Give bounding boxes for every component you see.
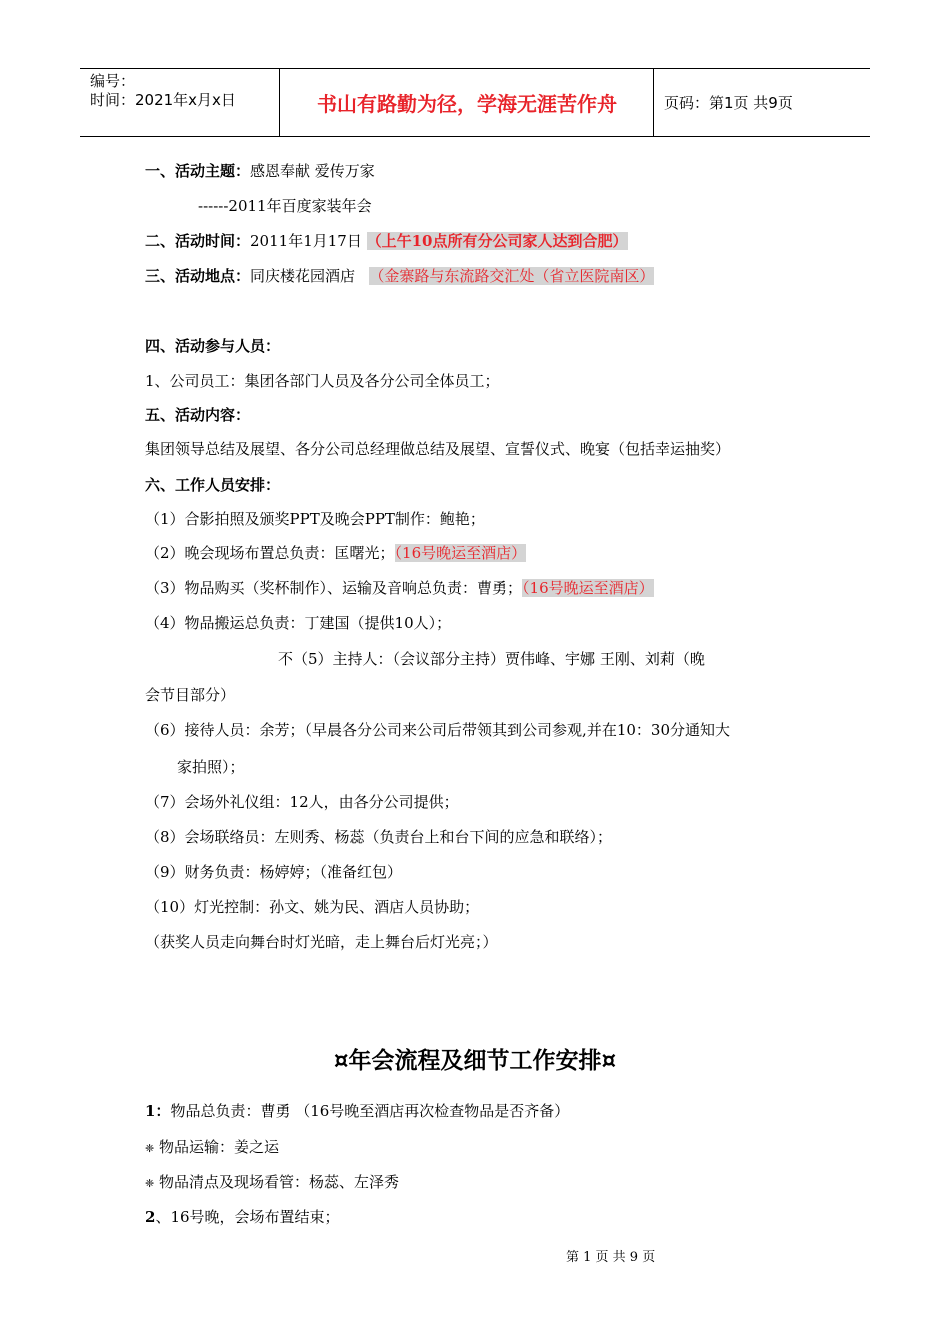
bullet-icon: ❈ [145,1177,155,1190]
flow-item-1-label: 1： [145,1102,171,1120]
flow-item-1-value: 物品总负责：曹勇 （16号晚至酒店再次检查物品是否齐备） [170,1102,570,1120]
staff-item-10: （10）灯光控制：孙文、姚为民、酒店人员协助； [145,898,480,916]
flow-item-1 [145,1101,569,1121]
flow-item-2 [145,1207,340,1227]
header-meta [80,69,280,136]
place-label: 三、活动地点： [145,267,251,285]
staff-item-6: （6）接待人员：余芳；（早晨各分公司来公司后带领其到公司参观,并在10：30分通知大 [145,721,730,739]
staff-item-10-note: （获奖人员走向舞台时灯光暗，走上舞台后灯光亮；） [145,933,498,951]
flow-item-1b [145,1172,399,1194]
place-note: （金寨路与东流路交汇处（省立医院南区） [369,267,655,285]
theme-value: 感恩奉献 爱传万家 [250,162,375,180]
staff-item-5-cont: 会节目部分） [145,686,236,704]
content-value: 集团领导总结及展望、各分公司总经理做总结及展望、宣誓仪式、晚宴（包括幸运抽奖） [145,440,731,458]
time-value: 2011年1月17日 [250,232,362,250]
staff-item-8: （8）会场联络员：左则秀、杨蕊（负责台上和台下间的应急和联络）； [145,828,613,846]
header-page-info [664,69,870,136]
content-label: 五、活动内容： [145,406,251,424]
place-value: 同庆楼花园酒店 [250,267,356,285]
staff-item-2 [145,543,526,563]
staff-item-9: （9）财务负责：杨婷婷；（准备红包） [145,863,403,881]
number-label: 编号： [90,72,136,90]
staff-item-3-note: （16号晚运至酒店） [522,579,654,597]
staff-item-3 [145,578,654,598]
staff-item-6-cont: 家拍照）； [177,758,245,776]
header-slogan: 书山有路勤为径，学海无涯苦作舟 [281,69,654,136]
people-label: 四、活动参与人员： [145,337,281,355]
flow-item-1b-text: 物品清点及现场看管：杨蕊、左泽秀 [154,1173,399,1191]
flow-item-1a-text: 物品运输：姜之运 [154,1138,279,1156]
staff-item-3-text: （3）物品购买（奖杯制作）、运输及音响总负责：曹勇； [145,579,523,597]
flow-title: ¤年会流程及细节工作安排¤ [333,1048,617,1074]
time-line [145,231,628,251]
page-header [80,68,870,137]
staff-item-1: （1）合影拍照及颁奖PPT及晚会PPT制作：鲍艳； [145,510,485,528]
date-label: 时间：2021年x月x日 [90,91,236,109]
staff-item-2-note: （16号晚运至酒店） [394,544,527,562]
staff-item-4: （4）物品搬运总负责：丁建国（提供10人）； [145,614,452,632]
staff-item-2-text: （2）晚会现场布置总负责：匡曙光； [145,544,395,562]
time-note: （上午10点所有分公司家人达到合肥） [366,232,628,250]
page-info: 页码：第1页 共9页 [664,94,793,112]
page-footer: 第 1 页 共 9 页 [566,1250,656,1265]
staff-label: 六、工作人员安排： [145,476,281,494]
theme-label: 一、活动主题： [145,162,251,180]
theme-line [145,161,375,181]
staff-item-5: 不（5）主持人：（会议部分主持）贾伟峰、宇娜 王刚、刘莉（晚 [278,650,705,668]
staff-item-7: （7）会场外礼仪组：12人，由各分公司提供； [145,793,459,811]
bullet-icon: ❈ [145,1142,155,1155]
theme-subtitle: ------2011年百度家装年会 [198,197,372,215]
time-label: 二、活动时间： [145,232,251,250]
flow-item-1a [145,1137,279,1159]
people-value: 1、公司员工：集团各部门人员及各分公司全体员工； [145,372,500,390]
place-line [145,266,654,286]
flow-item-2-label: 2 [145,1208,156,1226]
flow-item-2-value: 、16号晚，会场布置结束； [155,1208,340,1226]
